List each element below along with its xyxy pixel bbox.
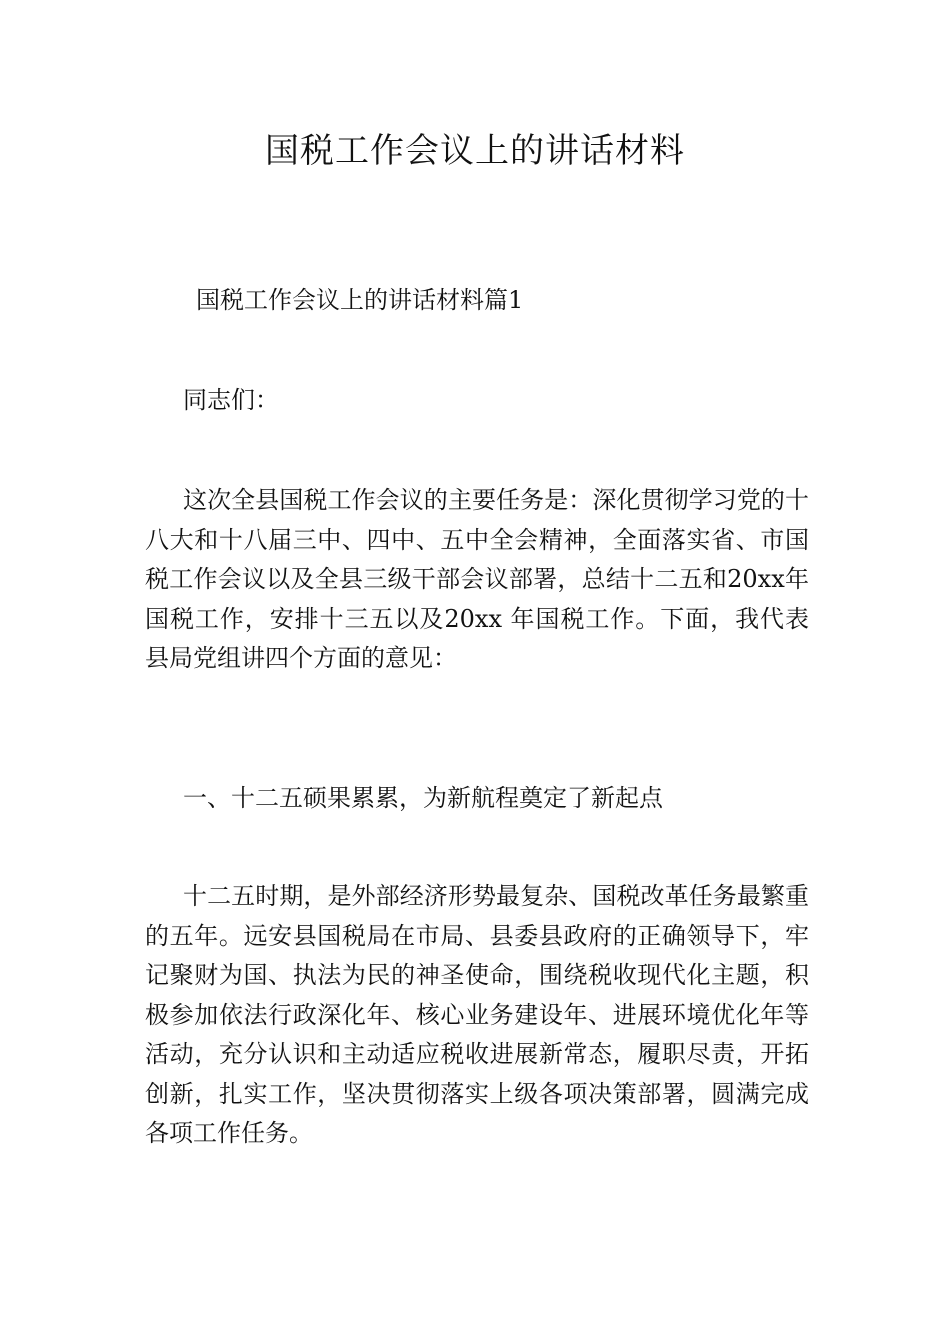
paragraph-1: 这次全县国税工作会议的主要任务是：深化贯彻学习党的十八大和十八届三中、四中、五中全会精神，全面落实省、市国税工作会议以及全县三级干部会议部署，总结十二五和20xx年国税工作，安排十三五以及20xx 年国税工作。下面，我代表县局党组讲四个方面的意见： xyxy=(145,486,809,672)
paragraph-2: 十二五时期，是外部经济形势最复杂、国税改革任务最繁重的五年。远安县国税局在市局、县委县政府的正确领导下，牢记聚财为国、执法为民的神圣使命，围绕税收现代化主题，积极参加依法行政深化年、核心业务建设年、进展环境优化年等活动，充分认识和主动适应税收进展新常态，履职尽责，开拓创新，扎实工作，坚决贯彻落实上级各项决策部署，圆满完成各项工作任务。 xyxy=(145,882,809,1147)
document-title: 国税工作会议上的讲话材料 xyxy=(265,131,685,171)
salutation: 同志们： xyxy=(183,386,279,414)
section-heading-1: 一、十二五硕果累累，为新航程奠定了新起点 xyxy=(183,784,663,812)
document-subtitle: 国税工作会议上的讲话材料篇1 xyxy=(196,286,524,314)
